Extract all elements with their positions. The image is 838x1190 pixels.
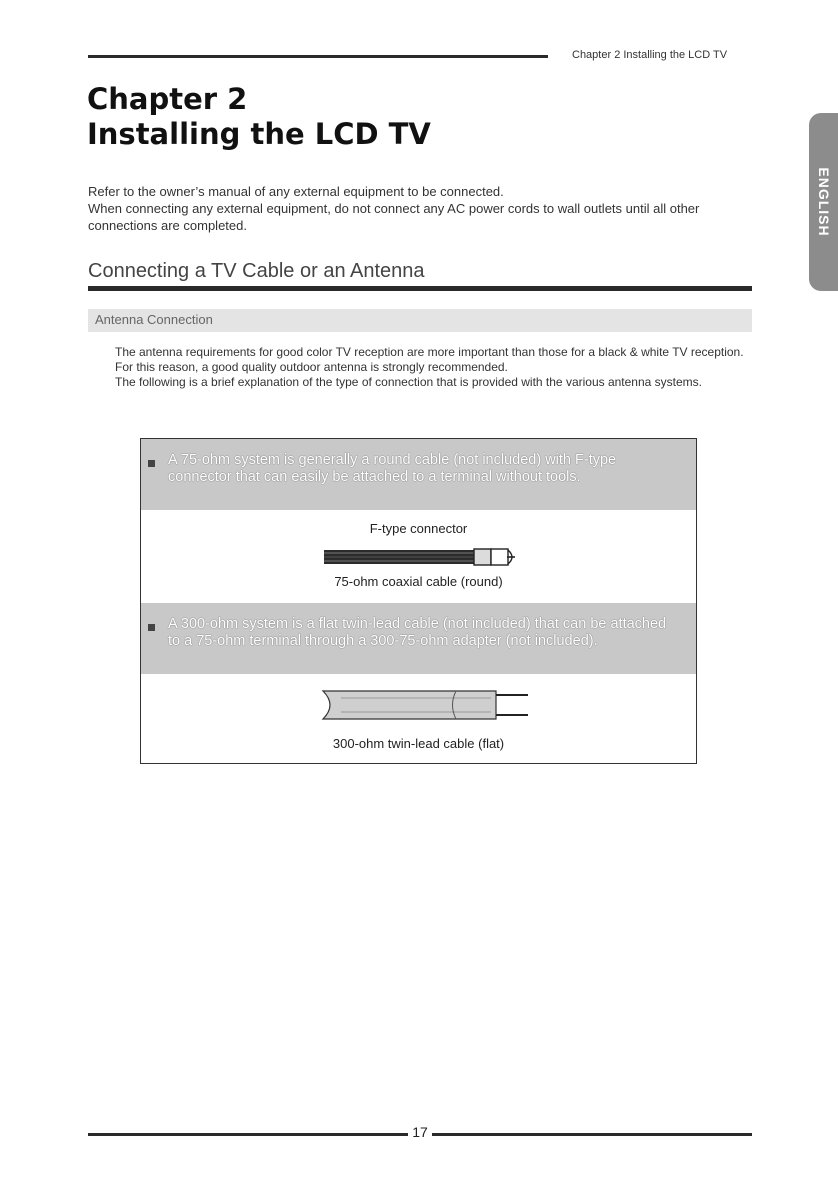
page-number: 17 — [412, 1124, 428, 1140]
square-bullet-icon — [148, 460, 155, 467]
coaxial-cable-icon — [324, 547, 524, 567]
intro-line-2: When connecting any external equipment, do not connect any AC power cords to wall outlets until all other connections are completed. — [88, 201, 700, 233]
language-tab-label: ENGLISH — [815, 167, 832, 237]
bullet-band-300ohm — [141, 603, 696, 674]
footer-rule-right — [432, 1133, 752, 1136]
caption-twin-lead-cable: 300-ohm twin-lead cable (flat) — [332, 736, 505, 751]
running-header: Chapter 2 Installing the LCD TV — [572, 49, 728, 61]
twin-lead-cable-icon — [321, 689, 531, 721]
header-rule — [88, 55, 548, 58]
language-tab[interactable] — [809, 113, 838, 291]
bullet-75ohm-text: A 75-ohm system is generally a round cable (not included) with F-type connector that can easily be attached to a terminal without tools. — [168, 452, 617, 485]
section-body — [115, 345, 745, 390]
subsection-bar — [88, 309, 752, 332]
caption-coaxial-cable: 75-ohm coaxial cable (round) — [334, 574, 503, 589]
section-title: Connecting a TV Cable or an Antenna — [88, 260, 425, 282]
subsection-title: Antenna Connection — [95, 312, 213, 327]
square-bullet-icon — [148, 624, 155, 631]
chapter-name: Installing the LCD TV — [87, 117, 431, 151]
bullet-300ohm-text: A 300-ohm system is a flat twin-lead cable (not included) that can be attached to a 75-ohm terminal through a 300-75-ohm adapter (not included). — [168, 616, 667, 649]
chapter-number: Chapter 2 — [87, 82, 248, 116]
body-paragraph-2: The following is a brief explanation of the type of connection that is provided with the various antenna systems. — [115, 375, 703, 389]
caption-f-type-connector: F-type connector — [369, 521, 468, 536]
footer-rule-left — [88, 1133, 408, 1136]
chapter-title — [87, 82, 431, 152]
intro-text — [88, 183, 738, 234]
bullet-band-75ohm — [141, 439, 696, 510]
antenna-types-box — [140, 438, 697, 764]
intro-line-1: Refer to the owner’s manual of any external equipment to be connected. — [88, 184, 504, 199]
body-paragraph-1: The antenna requirements for good color TV reception are more important than those for a black & white TV reception. For this reason, a good quality outdoor antenna is strongly recommended. — [115, 345, 744, 374]
section-rule — [88, 286, 752, 291]
